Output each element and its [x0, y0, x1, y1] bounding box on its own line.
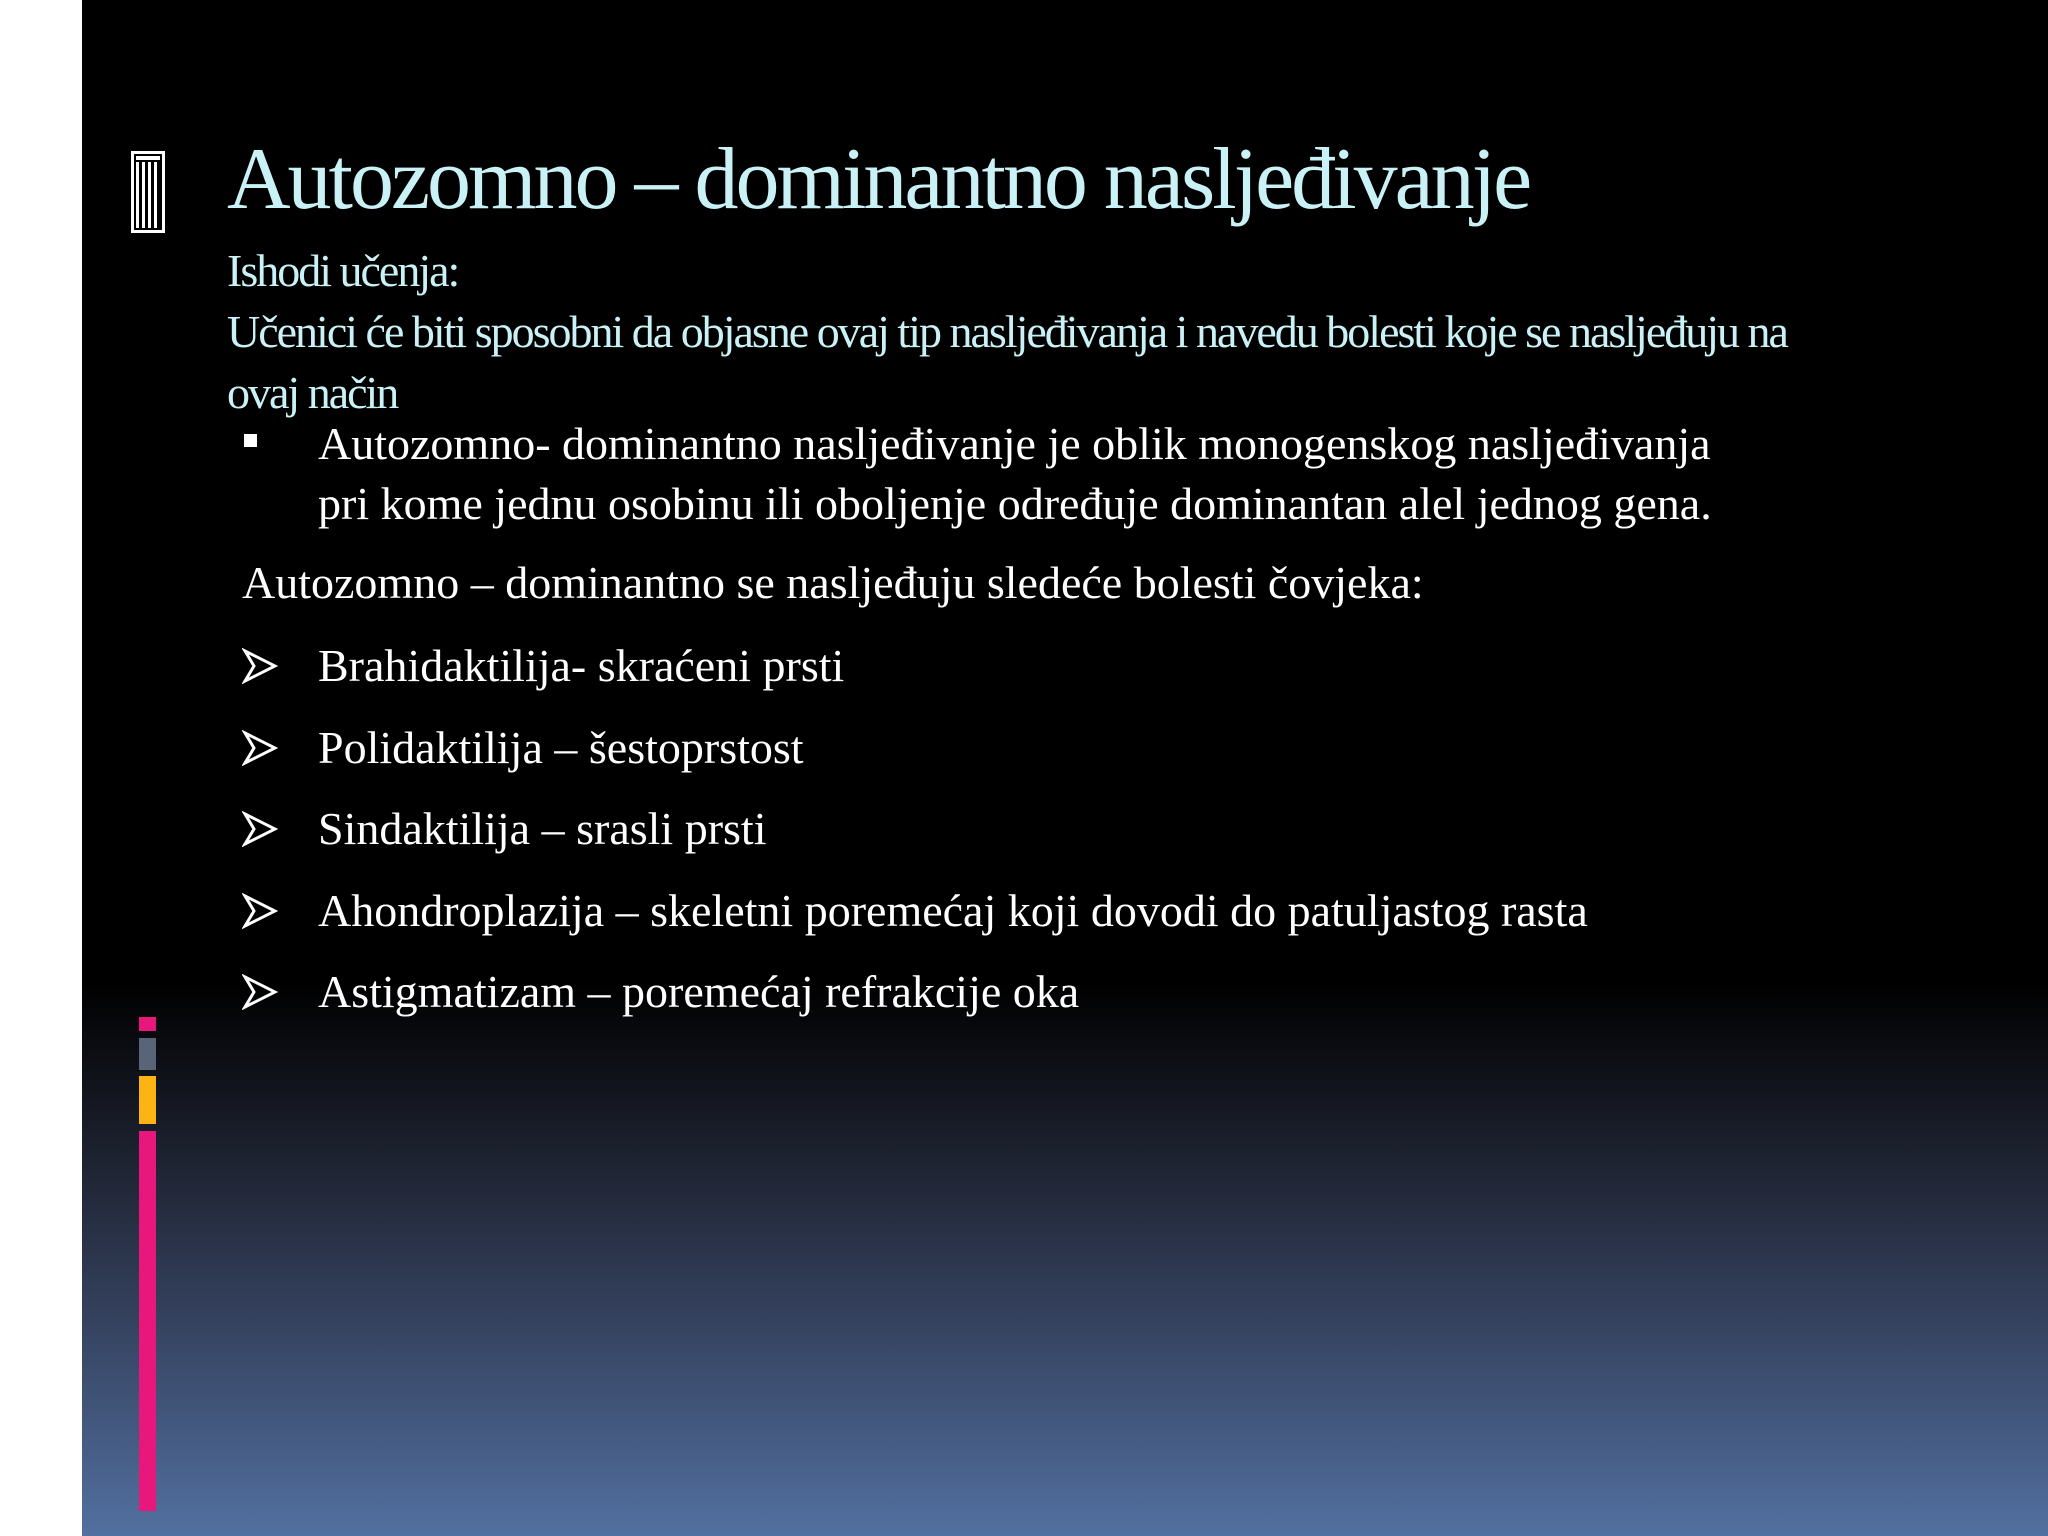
disease-text: Polidaktilija – šestoprstost	[318, 721, 804, 773]
arrowhead-bullet-icon	[242, 811, 278, 847]
learning-outcomes	[227, 240, 1947, 423]
learning-outcomes-line: Učenici će biti sposobni da objasne ovaj tip nasljeđivanja i navedu bolesti koje se nasljeđuju na	[227, 306, 1787, 357]
list-item	[242, 881, 1588, 963]
square-bullet-icon	[244, 434, 257, 447]
definition-line: Autozomno- dominantno nasljeđivanje je oblik monogenskog nasljeđivanja	[318, 418, 1711, 469]
list-item	[242, 962, 1588, 1044]
definition-text	[318, 414, 1922, 534]
accent-bar-pink-tall	[139, 1131, 156, 1511]
accent-bar-pink-small	[139, 1017, 156, 1031]
diseases-intro: Autozomno – dominantno se nasljeđuju sledeće bolesti čovjeka:	[242, 557, 1424, 608]
accent-bar-gray	[139, 1038, 156, 1070]
definition-line: pri kome jednu osobinu ili oboljenje određuje dominantan alel jednog gena.	[318, 478, 1712, 529]
list-item	[242, 799, 1588, 881]
window-grid-icon	[130, 150, 166, 234]
disease-text: Astigmatizam – poremećaj refrakcije oka	[318, 966, 1080, 1017]
disease-text: Sindaktilija – srasli prsti	[318, 803, 767, 854]
disease-list	[242, 636, 1588, 1044]
arrowhead-bullet-icon	[242, 893, 278, 929]
list-item	[242, 636, 1588, 718]
disease-text: Ahondroplazija – skeletni poremećaj koji dovodi do patuljastog rasta	[318, 884, 1588, 936]
learning-outcomes-line: ovaj način	[227, 367, 398, 418]
arrowhead-bullet-icon	[242, 730, 278, 766]
left-margin-strip	[0, 0, 82, 1536]
disease-text: Brahidaktilija- skraćeni prsti	[318, 640, 845, 691]
learning-outcomes-heading: Ishodi učenja:	[227, 245, 459, 296]
definition-paragraph	[242, 414, 1922, 534]
arrowhead-bullet-icon	[242, 974, 278, 1010]
accent-bar-yellow	[139, 1076, 156, 1124]
list-item	[242, 718, 1588, 800]
slide-title: Autozomno – dominantno nasljeđivanje	[227, 131, 1530, 228]
arrowhead-bullet-icon	[242, 648, 278, 684]
